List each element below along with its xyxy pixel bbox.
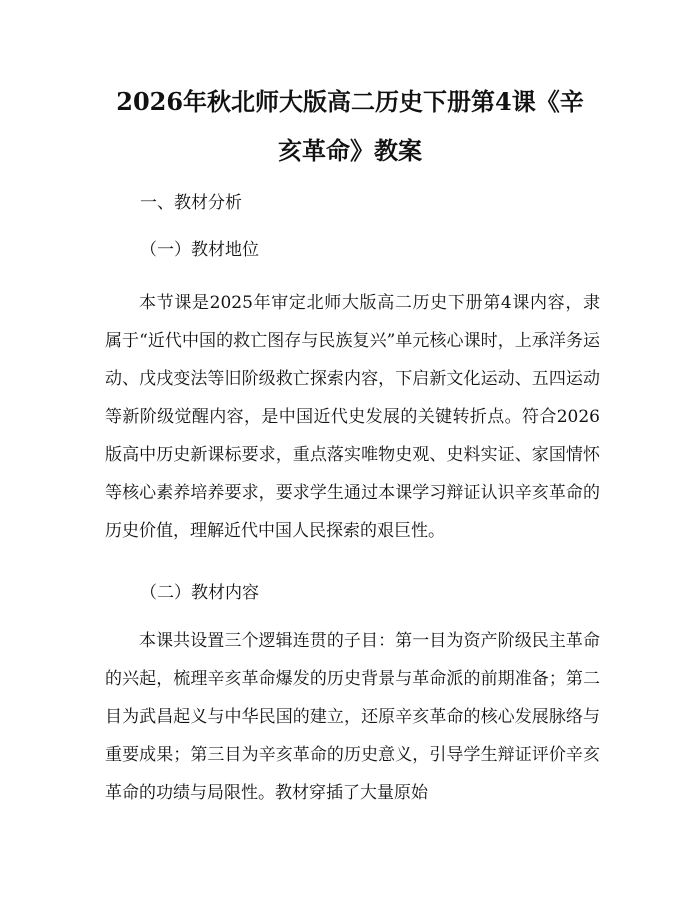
document-title-line-1: 2026年秋北师大版高二历史下册第4课《辛 (116, 87, 584, 116)
subsection-heading-textbook-content: （二）教材内容 (140, 583, 259, 603)
subsection-heading-textbook-position: （一）教材地位 (140, 240, 259, 260)
document-title-line-2: 亥革命》教案 (278, 136, 422, 165)
paragraph-textbook-content: 本课共设置三个逻辑连贯的子目：第一目为资产阶级民主革命的兴起，梳理辛亥革命爆发的历史背景与革命派的前期准备；第二目为武昌起义与中华民国的建立，还原辛亥革命的核心发展脉络与重要成果；第三目为辛亥革命的历史意义，引导学生辩证评价辛亥革命的功绩与局限性。教材穿插了大量原始 (105, 631, 600, 803)
section-heading-textbook-analysis: 一、教材分析 (140, 193, 242, 213)
paragraph-textbook-position: 本节课是2025年审定北师大版高二历史下册第4课内容，隶属于“近代中国的救亡图存与民族复兴”单元核心课时，上承洋务运动、戊戌变法等旧阶级救亡探索内容，下启新文化运动、五四运动等新阶级觉醒内容，是中国近代史发展的关键转折点。符合2026版高中历史新课标要求，重点落实唯物史观、史料实证、家国情怀等核心素养培养要求，要求学生通过本课学习辩证认识辛亥革命的历史价值，理解近代中国人民探索的艰巨性。 (105, 293, 600, 541)
